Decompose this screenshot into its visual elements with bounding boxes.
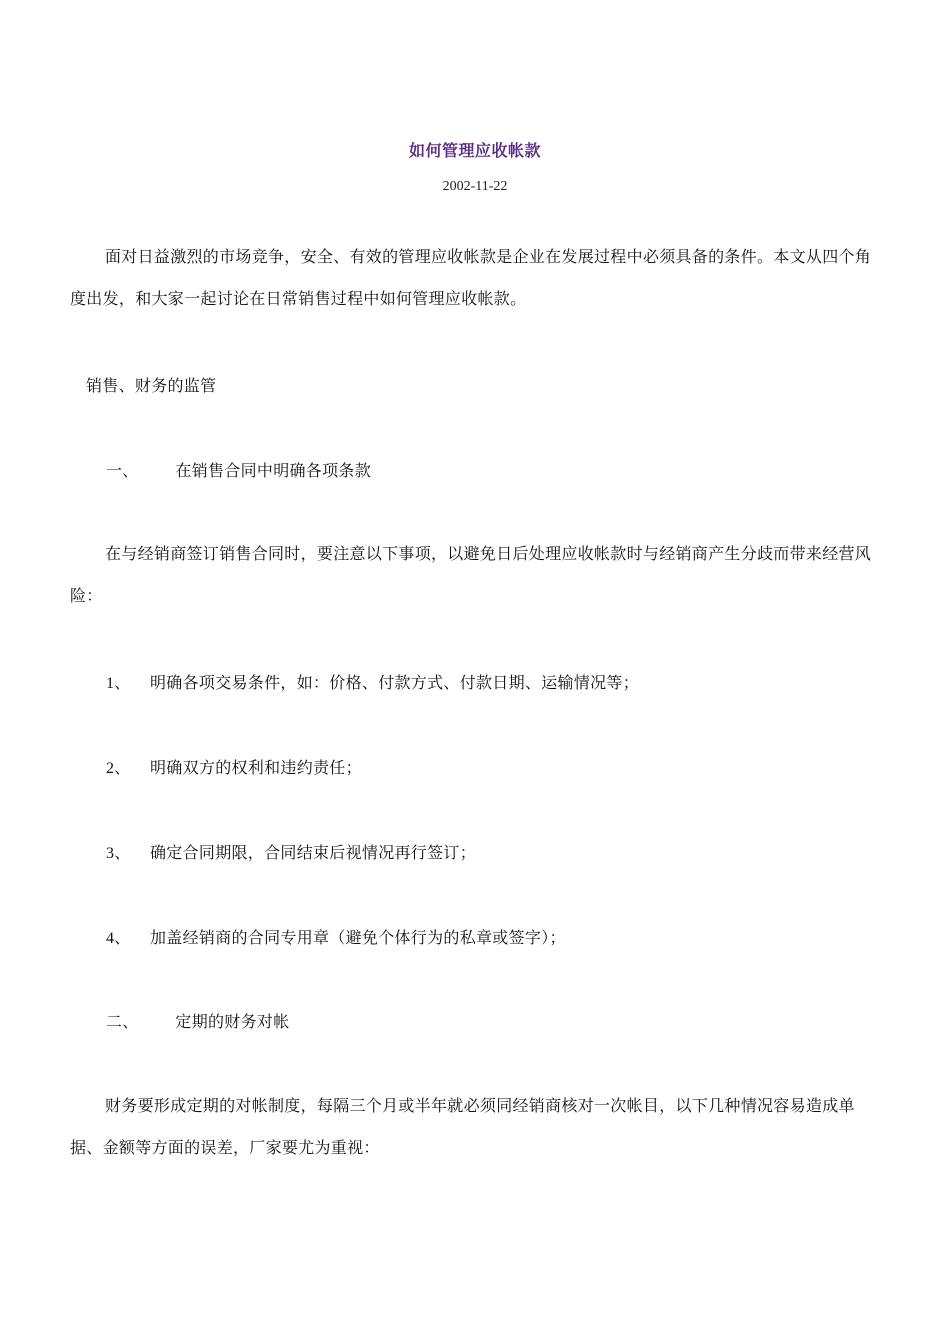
list-item-marker: 1、	[106, 675, 131, 692]
section-heading: 销售、财务的监管	[86, 376, 217, 395]
document-date: 2002-11-22	[442, 179, 508, 194]
item-one-paragraph: 在与经销商签订销售合同时，要注意以下事项，以避免日后处理应收帐款时与经销商产生分歧而带来经营风险：	[70, 544, 872, 605]
list-item-text: 加盖经销商的合同专用章（避免个体行为的私章或签字）；	[150, 928, 566, 947]
list-item	[106, 755, 362, 778]
item-one-marker: 一、	[106, 461, 139, 480]
list-item	[106, 925, 566, 948]
list-item	[106, 840, 476, 863]
item-two-marker: 二、	[106, 1012, 139, 1031]
list-item-text: 确定合同期限，合同结束后视情况再行签订；	[150, 843, 477, 862]
item-one-text: 在销售合同中明确各项条款	[175, 461, 371, 480]
list-item-marker: 3、	[106, 845, 131, 862]
list-item-text: 明确双方的权利和违约责任；	[150, 758, 362, 777]
list-item	[106, 670, 639, 693]
list-item-marker: 2、	[106, 760, 131, 777]
intro-paragraph: 面对日益激烈的市场竞争，安全、有效的管理应收帐款是企业在发展过程中必须具备的条件。本文从四个角度出发，和大家一起讨论在日常销售过程中如何管理应收帐款。	[70, 247, 872, 308]
item-two-text: 定期的财务对帐	[175, 1012, 290, 1031]
list-item-marker: 4、	[106, 930, 131, 947]
item-one-heading	[106, 458, 371, 481]
item-two-heading	[106, 1009, 290, 1032]
item-two-paragraph: 财务要形成定期的对帐制度，每隔三个月或半年就必须同经销商核对一次帐目，以下几种情况容易造成单据、金额等方面的误差，厂家要尤为重视：	[70, 1096, 855, 1157]
list-item-text: 明确各项交易条件，如：价格、付款方式、付款日期、运输情况等；	[150, 673, 640, 692]
document-title: 如何管理应收帐款	[408, 141, 541, 160]
